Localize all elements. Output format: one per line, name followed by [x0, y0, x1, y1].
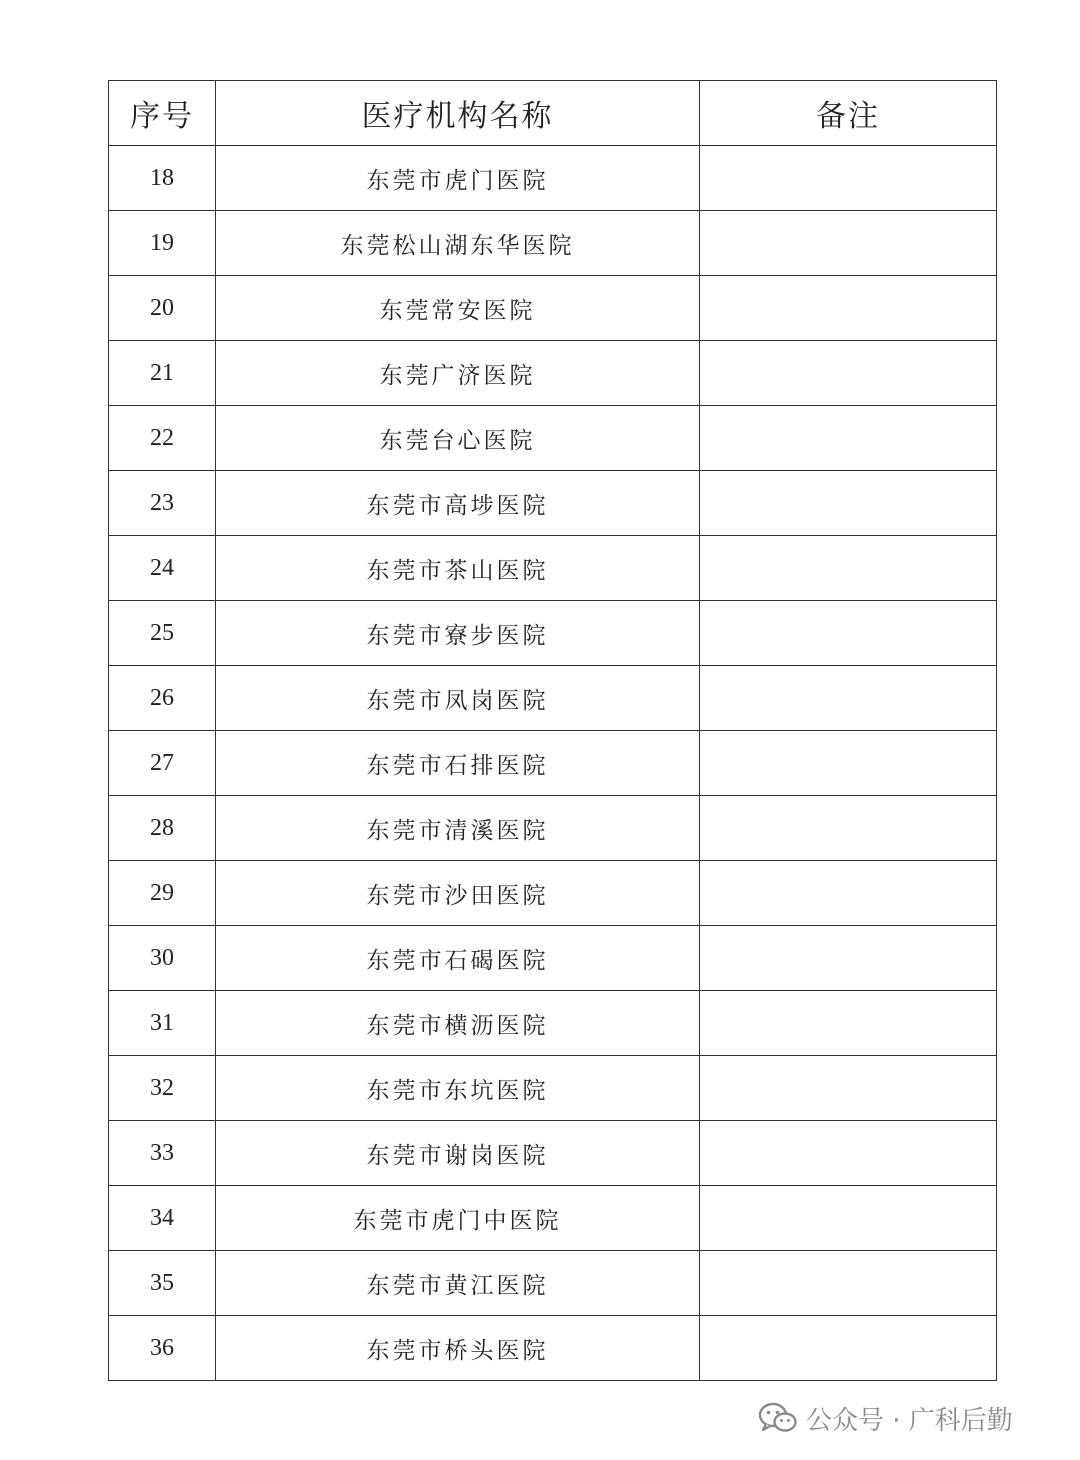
- serial-number-cell: 33: [109, 1121, 216, 1186]
- institution-name-cell: 东莞市凤岗医院: [216, 666, 700, 731]
- institution-name-cell: 东莞市沙田医院: [216, 861, 700, 926]
- remarks-cell: [700, 926, 997, 991]
- serial-number-cell: 21: [109, 341, 216, 406]
- serial-number-cell: 35: [109, 1251, 216, 1316]
- serial-number-cell: 26: [109, 666, 216, 731]
- table-row: [109, 731, 997, 796]
- remarks-cell: [700, 796, 997, 861]
- institution-name-cell: 东莞市茶山医院: [216, 536, 700, 601]
- serial-number-cell: 36: [109, 1316, 216, 1381]
- table-row: [109, 1056, 997, 1121]
- table-row: [109, 1251, 997, 1316]
- remarks-cell: [700, 341, 997, 406]
- institution-name-cell: 东莞市石碣医院: [216, 926, 700, 991]
- serial-number-cell: 31: [109, 991, 216, 1056]
- serial-number-cell: 22: [109, 406, 216, 471]
- remarks-cell: [700, 731, 997, 796]
- watermark-text: 公众号 · 广科后勤: [806, 1405, 1013, 1436]
- hospital-list-table: [108, 80, 997, 1381]
- institution-name-cell: 东莞市寮步医院: [216, 601, 700, 666]
- serial-number-cell: 34: [109, 1186, 216, 1251]
- header-institution-name: 医疗机构名称: [216, 81, 700, 146]
- serial-number-cell: 24: [109, 536, 216, 601]
- remarks-cell: [700, 146, 997, 211]
- institution-name-cell: 东莞市谢岗医院: [216, 1121, 700, 1186]
- table-row: [109, 1186, 997, 1251]
- serial-number-cell: 23: [109, 471, 216, 536]
- remarks-cell: [700, 1056, 997, 1121]
- remarks-cell: [700, 471, 997, 536]
- table-row: [109, 601, 997, 666]
- institution-name-cell: 东莞市桥头医院: [216, 1316, 700, 1381]
- remarks-cell: [700, 666, 997, 731]
- table-row: [109, 926, 997, 991]
- remarks-cell: [700, 536, 997, 601]
- remarks-cell: [700, 211, 997, 276]
- institution-name-cell: 东莞市黄江医院: [216, 1251, 700, 1316]
- table-row: [109, 276, 997, 341]
- serial-number-cell: 28: [109, 796, 216, 861]
- institution-name-cell: 东莞台心医院: [216, 406, 700, 471]
- serial-number-cell: 19: [109, 211, 216, 276]
- institution-name-cell: 东莞市东坑医院: [216, 1056, 700, 1121]
- institution-name-cell: 东莞常安医院: [216, 276, 700, 341]
- table-row: [109, 861, 997, 926]
- remarks-cell: [700, 861, 997, 926]
- serial-number-cell: 18: [109, 146, 216, 211]
- remarks-cell: [700, 1186, 997, 1251]
- institution-name-cell: 东莞市石排医院: [216, 731, 700, 796]
- serial-number-cell: 30: [109, 926, 216, 991]
- serial-number-cell: 32: [109, 1056, 216, 1121]
- remarks-cell: [700, 601, 997, 666]
- table-row: [109, 991, 997, 1056]
- institution-name-cell: 东莞松山湖东华医院: [216, 211, 700, 276]
- remarks-cell: [700, 406, 997, 471]
- table-row: [109, 1121, 997, 1186]
- institution-name-cell: 东莞市高埗医院: [216, 471, 700, 536]
- serial-number-cell: 20: [109, 276, 216, 341]
- remarks-cell: [700, 1316, 997, 1381]
- institution-name-cell: 东莞广济医院: [216, 341, 700, 406]
- wechat-watermark: [758, 1398, 1013, 1438]
- table-row: [109, 406, 997, 471]
- table-row: [109, 341, 997, 406]
- institution-name-cell: 东莞市虎门中医院: [216, 1186, 700, 1251]
- serial-number-cell: 27: [109, 731, 216, 796]
- table-row: [109, 536, 997, 601]
- table-row: [109, 211, 997, 276]
- remarks-cell: [700, 1251, 997, 1316]
- remarks-cell: [700, 991, 997, 1056]
- table-row: [109, 796, 997, 861]
- institution-name-cell: 东莞市清溪医院: [216, 796, 700, 861]
- header-serial-number: 序号: [109, 81, 216, 146]
- header-remarks: 备注: [700, 81, 997, 146]
- table-body: [109, 146, 997, 1381]
- serial-number-cell: 25: [109, 601, 216, 666]
- institution-name-cell: 东莞市虎门医院: [216, 146, 700, 211]
- serial-number-cell: 29: [109, 861, 216, 926]
- table-row: [109, 1316, 997, 1381]
- remarks-cell: [700, 1121, 997, 1186]
- table-row: [109, 146, 997, 211]
- wechat-icon: [758, 1401, 798, 1435]
- table-row: [109, 471, 997, 536]
- institution-name-cell: 东莞市横沥医院: [216, 991, 700, 1056]
- table-header-row: [109, 81, 997, 146]
- table-row: [109, 666, 997, 731]
- remarks-cell: [700, 276, 997, 341]
